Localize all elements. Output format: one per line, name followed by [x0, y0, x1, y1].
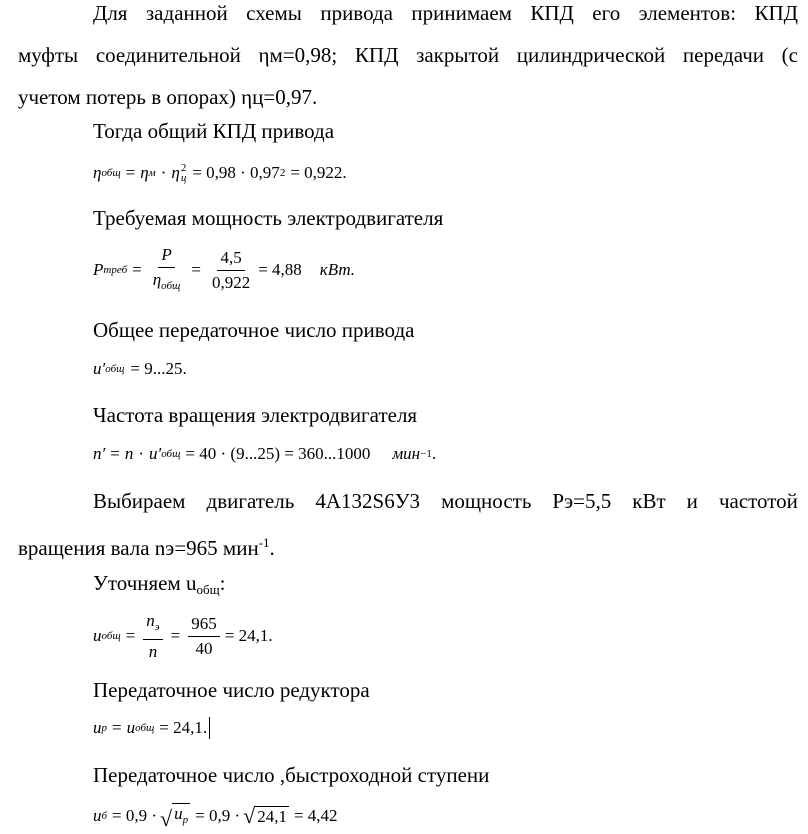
para2-line2-text: вращения вала nэ=965 мин	[18, 536, 259, 560]
f2-num1: P	[158, 245, 174, 268]
word: и	[686, 489, 698, 513]
f5-num2: 965	[188, 614, 220, 637]
heading-required-power: Требуемая мощность электродвигателя	[93, 206, 444, 230]
formula-rotation-speed	[93, 440, 436, 468]
f1-result: = 0,922.	[290, 163, 347, 182]
f1-t2-sup: 2	[180, 162, 187, 174]
word: частотой	[718, 489, 798, 513]
f4-lhs: n′	[93, 444, 106, 463]
formula-fast-stage-ratio	[93, 801, 338, 831]
word: принимаем	[411, 1, 512, 25]
f3-lhs: u′	[93, 359, 106, 378]
word: кВт	[632, 489, 666, 513]
f1-t2: η	[171, 163, 180, 182]
f3-result: = 9...25.	[130, 359, 187, 378]
formula-reducer-ratio	[93, 714, 210, 742]
f4-rest: = 40 · (9...25) = 360...1000	[185, 444, 371, 463]
word: КПД	[354, 43, 399, 67]
f7-lhs-sub: б	[101, 810, 108, 822]
para1-line1	[18, 0, 798, 34]
h5-tail: :	[219, 571, 226, 595]
word: КПД	[530, 1, 574, 25]
f4-unit: мин	[392, 444, 421, 463]
f1-rest-sup: 2	[279, 167, 286, 179]
para2-line2-sup: -1	[258, 535, 270, 550]
f5-eq: =	[125, 626, 136, 645]
f7-sqrt1-body	[172, 803, 190, 830]
f4-eq: =	[110, 444, 120, 463]
heading-rotation-speed: Частота вращения электродвигателя	[93, 403, 418, 427]
f5-lhs-sub: общ	[101, 630, 121, 642]
f2-den1-eta: η	[152, 269, 162, 289]
f2-lhs: P	[93, 260, 104, 279]
f1-t2-scripts	[181, 163, 187, 183]
f7-rad1-sub: р	[182, 813, 189, 826]
f2-den1	[150, 268, 184, 296]
sqrt-sign-1: √	[160, 805, 173, 831]
f6-lhs: u	[93, 718, 102, 737]
word: схемы	[246, 1, 302, 25]
word: передачи	[682, 43, 764, 67]
f6-eq: =	[112, 718, 122, 737]
h5-text: Уточняем u	[93, 571, 197, 595]
word: цилиндрической	[516, 43, 666, 67]
formula-refined-ratio	[93, 610, 273, 662]
formula-total-efficiency	[93, 158, 347, 188]
f1-t1-sub: м	[148, 167, 156, 179]
f7-rad2: 24,1	[257, 807, 287, 826]
sqrt-sign-2: √	[243, 803, 256, 828]
word: его	[592, 1, 621, 25]
f4-t2-sub: общ	[161, 448, 181, 460]
formula-required-power	[93, 244, 355, 296]
f2-den2: 0,922	[211, 272, 251, 292]
f6-lhs-sub: р	[101, 722, 107, 734]
word: элементов:	[638, 1, 737, 25]
para2-line2-tail: .	[269, 536, 275, 560]
f7-sqrt1	[160, 803, 190, 830]
f5-result: = 24,1.	[224, 626, 273, 645]
f6-t1: u	[126, 718, 136, 737]
heading-reducer-ratio: Передаточное число редуктора	[93, 678, 370, 702]
word: (с	[781, 43, 798, 67]
f1-dot: ·	[160, 163, 167, 182]
f2-eq: =	[132, 260, 142, 279]
f7-result: = 4,42	[293, 806, 338, 825]
f4-tail: .	[431, 444, 437, 463]
para1-line2	[18, 34, 798, 76]
formula-total-ratio	[93, 355, 187, 383]
f2-frac2	[209, 248, 253, 293]
word: ηм=0,98;	[258, 43, 338, 67]
paragraph-motor-choice	[18, 480, 798, 569]
text-cursor	[209, 717, 210, 739]
f4-unit-sup: −1	[420, 448, 432, 460]
word: двигатель	[206, 489, 295, 513]
f5-den1: n	[148, 641, 158, 661]
heading-total-ratio: Общее передаточное число привода	[93, 318, 415, 342]
word: привода	[320, 1, 393, 25]
f7-lhs: u	[93, 806, 102, 825]
f7-mid: = 0,9 ·	[195, 806, 241, 825]
f4-dot: ·	[138, 444, 144, 463]
f5-num1	[143, 611, 162, 640]
f2-lhs-sub: треб	[103, 264, 128, 276]
f5-lhs: u	[93, 626, 102, 645]
f5-frac2	[188, 614, 220, 659]
paragraph-efficiency-intro	[18, 0, 798, 118]
word: мощность	[441, 489, 532, 513]
f2-result: = 4,88	[258, 260, 302, 279]
heading-total-efficiency: Тогда общий КПД привода	[93, 119, 335, 143]
f5-frac1	[143, 611, 162, 662]
word: Выбираем	[93, 489, 186, 513]
para1-line3	[18, 76, 798, 118]
word: заданной	[145, 1, 228, 25]
word: соединительной	[95, 43, 241, 67]
f4-t1: n	[124, 444, 134, 463]
f2-unit: кВт.	[319, 260, 356, 279]
word: муфты	[18, 43, 79, 67]
f2-frac1	[150, 245, 184, 296]
f6-t1-sub: общ	[135, 722, 155, 734]
f1-eq: =	[125, 163, 136, 182]
f3-lhs-sub: общ	[105, 363, 125, 375]
f5-num1-sub: э	[154, 620, 160, 633]
f2-eq2: =	[191, 260, 201, 279]
para2-line1	[18, 480, 798, 522]
h5-sub: общ	[196, 582, 220, 597]
f2-den1-sub: общ	[161, 279, 181, 292]
f5-num1-n: n	[146, 610, 155, 630]
word: закрытой	[416, 43, 500, 67]
f7-eq: = 0,9 ·	[112, 806, 158, 825]
f7-rad1: u	[174, 803, 183, 823]
f5-eq2: =	[170, 626, 181, 645]
f1-rest: = 0,98 · 0,97	[192, 163, 280, 182]
word: 4А132S6У3	[315, 489, 421, 513]
f7-sqrt2	[243, 805, 289, 827]
heading-fast-stage-ratio: Передаточное число ,быстроходной ступени	[93, 763, 490, 787]
word: КПД	[754, 1, 798, 25]
para1-line3-text: учетом потерь в опорах) ηц=0,97.	[18, 85, 318, 109]
word: Pэ=5,5	[552, 489, 612, 513]
f1-lhs: η	[93, 163, 102, 182]
f4-t2: u′	[148, 444, 162, 463]
f5-den2: 40	[195, 638, 213, 658]
f1-t2-sub: ц	[180, 172, 187, 184]
heading-refine-ratio	[93, 570, 226, 603]
para2-line2	[18, 522, 798, 569]
f1-lhs-sub: общ	[101, 167, 121, 179]
word: Для	[93, 1, 128, 25]
f1-t1: η	[140, 163, 149, 182]
f6-result: = 24,1.	[159, 718, 208, 737]
f2-num2: 4,5	[217, 248, 244, 271]
